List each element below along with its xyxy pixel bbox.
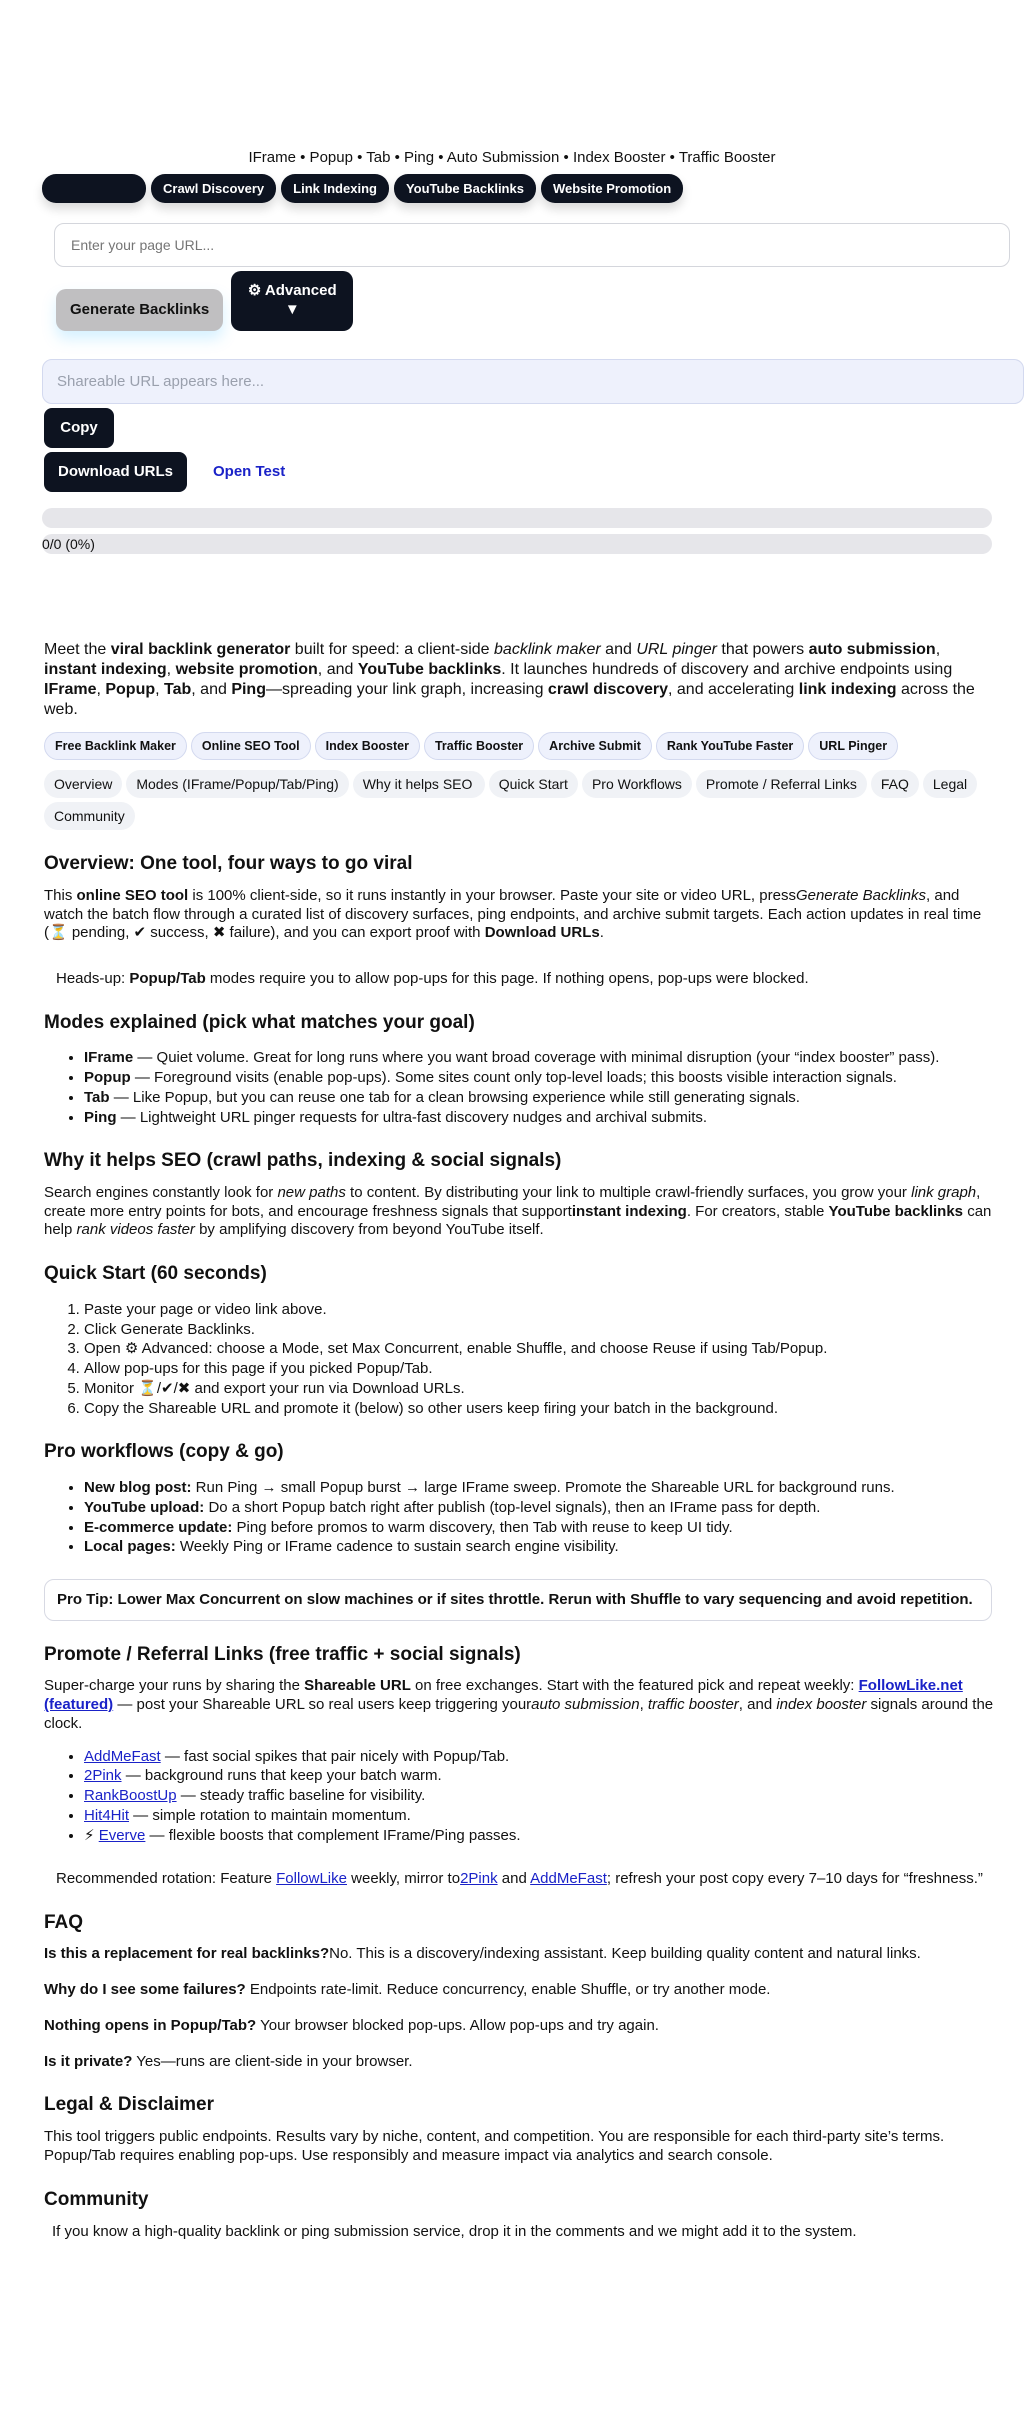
toc-faq[interactable]: FAQ [871,770,919,798]
toc-quick-start[interactable]: Quick Start [489,770,578,798]
intro-paragraph: Meet the viral backlink generator built for speed: a client-side backlink maker and URL pinger that powers auto submission, instant indexing, website promotion, and YouTube backlinks. It launches hundreds of discovery and archive endpoints using IFrame, Popup, Tab, and Ping—spreading your link graph, increasing crawl discovery, and accelerating link indexing across the web. [44,640,975,718]
list-item: • Hit4Hit — simple rotation to maintain momentum. [84,1807,980,1826]
chip: Index Booster [315,732,420,760]
copy-button[interactable]: Copy [44,408,114,448]
why-seo-paragraph: Search engines constantly look for new paths to content. By distributing your link to multiple crawl-friendly surfaces, you grow your link graph, create more entry points for bots, and encourage freshness signals that supportinstant indexing. For creators, stable YouTube backlinks can help rank videos faster by amplifying discovery from beyond YouTube itself. [44,1183,992,1239]
heads-up-note: Heads-up: Popup/Tab modes require you to allow pop-ups for this page. If nothing opens, pop-ups were blocked. [56,970,809,988]
list-item: 4. Allow pop-ups for this page if you picked Popup/Tab. [84,1360,980,1379]
link-addmefast-rotation[interactable]: AddMeFast [530,1870,607,1888]
faq-item: Nothing opens in Popup/Tab? Your browser blocked pop-ups. Allow pop-ups and try again. [44,2016,659,2034]
chip: Traffic Booster [424,732,534,760]
list-item: • 2Pink — background runs that keep your batch warm. [84,1767,980,1786]
generate-backlinks-button[interactable]: Generate Backlinks [56,289,223,331]
lightning-icon: ⚡ [84,1826,99,1844]
pro-workflows-list [44,1479,980,1557]
list-item: • RankBoostUp — steady traffic baseline for visibility. [84,1787,980,1806]
advanced-button[interactable] [231,271,353,331]
list-item: • AddMeFast — fast social spikes that pair nicely with Popup/Tab. [84,1748,980,1767]
pill-hidden[interactable] [42,174,146,203]
link-hit4hit[interactable]: Hit4Hit [84,1806,130,1824]
toc-promote[interactable]: Promote / Referral Links [696,770,867,798]
quick-start-list [44,1301,980,1419]
url-input[interactable] [54,223,1010,267]
list-item: 3. Open ⚙ Advanced: choose a Mode, set Max Concurrent, enable Shuffle, and choose Reuse if using Tab/Popup. [84,1340,980,1359]
chip: URL Pinger [808,732,898,760]
toc-pro-workflows[interactable]: Pro Workflows [582,770,692,798]
pill-website-promotion[interactable]: Website Promotion [541,174,683,203]
list-item: • Local pages: Weekly Ping or IFrame cadence to sustain search engine visibility. [84,1538,980,1557]
toc-legal[interactable]: Legal [923,770,977,798]
list-item: • Popup — Foreground visits (enable pop-ups). Some sites count only top-level loads; this boosts visible interaction signals. [84,1069,980,1088]
promote-heading: Promote / Referral Links (free traffic + social signals) [44,1643,521,1665]
feature-pills [42,174,980,203]
list-item: 2. Click Generate Backlinks. [84,1321,980,1340]
chip: Free Backlink Maker [44,732,187,760]
toc-modes[interactable]: Modes (IFrame/Popup/Tab/Ping) [126,770,348,798]
pill-crawl-discovery[interactable]: Crawl Discovery [151,174,276,203]
progress-bar-secondary [42,534,992,554]
list-item: • YouTube upload: Do a short Popup batch right after publish (top-level signals), then an IFrame pass for depth. [84,1499,980,1518]
open-test-link[interactable]: Open Test [213,462,286,480]
advanced-label: ⚙ Advanced [247,281,337,299]
link-addmefast[interactable]: AddMeFast [84,1747,161,1765]
faq-item: Is it private? Yes—runs are client-side in your browser. [44,2052,413,2070]
modes-heading: Modes explained (pick what matches your goal) [44,1011,475,1033]
list-item: • IFrame — Quiet volume. Great for long runs where you want broad coverage with minimal disruption (your “index booster” pass). [84,1049,980,1068]
toc-why-seo[interactable]: Why it helps SEO [353,771,485,798]
chip: Rank YouTube Faster [656,732,804,760]
list-item: 6. Copy the Shareable URL and promote it (below) so other users keep firing your batch in the background. [84,1400,980,1419]
chip: Archive Submit [538,732,652,760]
download-row [44,452,980,492]
toc-community[interactable]: Community [44,802,135,830]
link-followlike[interactable]: FollowLike [276,1870,347,1888]
pill-link-indexing[interactable]: Link Indexing [281,174,389,203]
overview-paragraph: This online SEO tool is 100% client-side, so it runs instantly in your browser. Paste your site or video URL, pressGenerate Backlinks, and watch the batch flow through a curated list of discovery surfaces, ping endpoints, and archive submit targets. Each action updates in real time (⏳ pending, ✔ success, ✖ failure), and you can export proof with Download URLs. [44,886,982,942]
action-row [56,271,980,331]
table-of-contents [44,770,1004,830]
link-rankboostup[interactable]: RankBoostUp [84,1787,177,1804]
quick-start-heading: Quick Start (60 seconds) [44,1263,267,1285]
modes-list [44,1049,980,1127]
legal-paragraph: This tool triggers public endpoints. Results vary by niche, content, and competition. You are responsible for each third-party site’s terms. Popup/Tab requires enabling pop-ups. Use responsibly and measure impact via analytics and search console. [44,2128,945,2164]
overview-heading: Overview: One tool, four ways to go viral [44,853,413,875]
list-item: • New blog post: Run Ping → small Popup burst → large IFrame sweep. Promote the Shareable URL for background runs. [84,1479,980,1498]
community-heading: Community [44,2188,149,2210]
list-item: • E-commerce update: Ping before promos to warm discovery, then Tab with reuse to keep UI tidy. [84,1519,980,1538]
list-item: • Ping — Lightweight URL pinger requests for ultra-fast discovery nudges and archival submits. [84,1109,980,1128]
hero-title-area [44,0,980,148]
faq-item: Why do I see some failures? Endpoints rate-limit. Reduce concurrency, enable Shuffle, or try another mode. [44,1981,771,1999]
toc-overview[interactable]: Overview [44,770,122,798]
pill-youtube-backlinks[interactable]: YouTube Backlinks [394,174,536,203]
legal-heading: Legal & Disclaimer [44,2094,215,2116]
why-seo-heading: Why it helps SEO (crawl paths, indexing & social signals) [44,1150,562,1172]
link-2pink-rotation[interactable]: 2Pink [460,1870,498,1888]
download-urls-button[interactable]: Download URLs [44,452,187,492]
referral-list [44,1748,980,1846]
faq-list [44,1945,994,2071]
chip: Online SEO Tool [191,732,311,760]
progress-text: 0/0 (0%) [42,535,95,552]
rotation-note: Recommended rotation: Feature FollowLike weekly, mirror to2Pink and AddMeFast; refresh your post copy every 7–10 days for “freshness.” [56,1870,983,1888]
link-2pink[interactable]: 2Pink [84,1767,122,1785]
list-item: 5. Monitor ⏳/✔/✖ and export your run via Download URLs. [84,1380,980,1399]
chevron-down-icon: ▼ [284,300,300,318]
tagline: IFrame • Popup • Tab • Ping • Auto Submission • Index Booster • Traffic Booster [248,149,776,166]
keyword-chips [44,732,980,760]
progress-bar [42,508,992,528]
pro-tip-box: Pro Tip: Lower Max Concurrent on slow machines or if sites throttle. Rerun with Shuffle to vary sequencing and avoid repetition. [44,1579,992,1621]
list-item: • Tab — Like Popup, but you can reuse one tab for a clean browsing experience while still generating signals. [84,1089,980,1108]
pro-workflows-heading: Pro workflows (copy & go) [44,1441,284,1463]
link-everve[interactable]: Everve [98,1826,146,1844]
list-item: 1. Paste your page or video link above. [84,1301,980,1320]
faq-item: Is this a replacement for real backlinks?No. This is a discovery/indexing assistant. Keep building quality content and natural links. [44,1945,921,1963]
shareable-url-field[interactable]: Shareable URL appears here... [42,359,1024,404]
list-item: • ⚡ Everve — flexible boosts that complement IFrame/Ping passes. [84,1827,980,1846]
faq-heading: FAQ [44,1911,84,1933]
featured-link-followlike[interactable]: FollowLike.net (featured) [44,1677,963,1713]
community-paragraph: If you know a high-quality backlink or ping submission service, drop it in the comments and we might add it to the system. [52,2223,857,2241]
promote-paragraph: Super-charge your runs by sharing the Shareable URL on free exchanges. Start with the featured pick and repeat weekly: FollowLike.net (featured) — post your Shareable URL so real users keep triggering yourauto submission, traffic booster, and index booster signals around the clock. [44,1677,994,1732]
